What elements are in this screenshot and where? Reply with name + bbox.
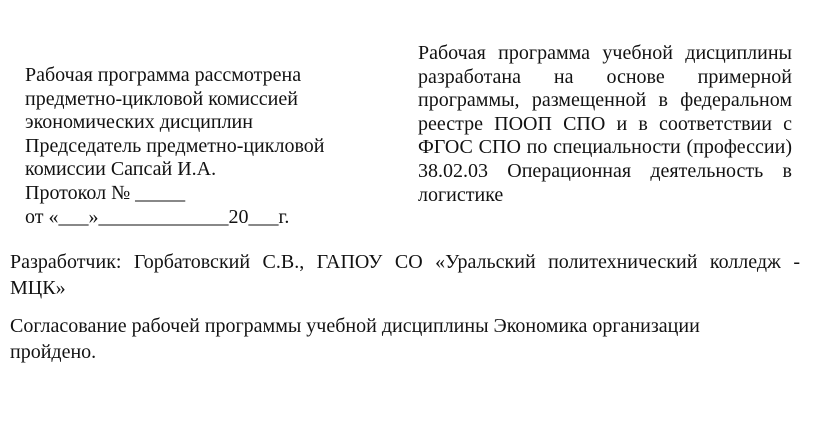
protocol-date-line: от «___»_____________20___г. xyxy=(25,205,290,228)
developer-paragraph xyxy=(10,250,800,301)
review-line-5: комиссии Сапсай И.А. xyxy=(25,158,217,181)
basis-line-2: разработана на основе примерной xyxy=(418,65,792,88)
basis-block xyxy=(418,42,792,207)
agreement-paragraph xyxy=(10,314,800,365)
protocol-number-line: Протокол № _____ xyxy=(25,181,186,204)
developer-line-2: МЦК» xyxy=(10,276,66,299)
basis-line-1: Рабочая программа учебной дисциплины xyxy=(418,42,792,64)
basis-line-4: реестре ПООП СПО и в соответствии с xyxy=(418,112,792,135)
basis-line-3: программы, размещенной в федеральном xyxy=(418,89,792,112)
review-block xyxy=(25,64,390,229)
agreement-line-2: пройдено. xyxy=(10,340,97,363)
basis-line-5: ФГОС СПО по специальности (профессии) xyxy=(418,136,792,159)
basis-line-6: 38.02.03 Операционная деятельность в xyxy=(418,159,792,182)
review-line-2: предметно-цикловой комиссией xyxy=(25,87,298,110)
agreement-line-1: Согласование рабочей программы учебной дисциплины Экономика организации xyxy=(10,315,700,337)
review-line-4: Председатель предметно-цикловой xyxy=(25,134,325,157)
basis-line-7: логистике xyxy=(418,183,504,206)
review-line-1: Рабочая программа рассмотрена xyxy=(25,64,302,86)
review-line-3: экономических дисциплин xyxy=(25,111,253,134)
developer-line-1: Разработчик: Горбатовский С.В., ГАПОУ СО «Уральский политехнический колледж - xyxy=(10,251,800,273)
